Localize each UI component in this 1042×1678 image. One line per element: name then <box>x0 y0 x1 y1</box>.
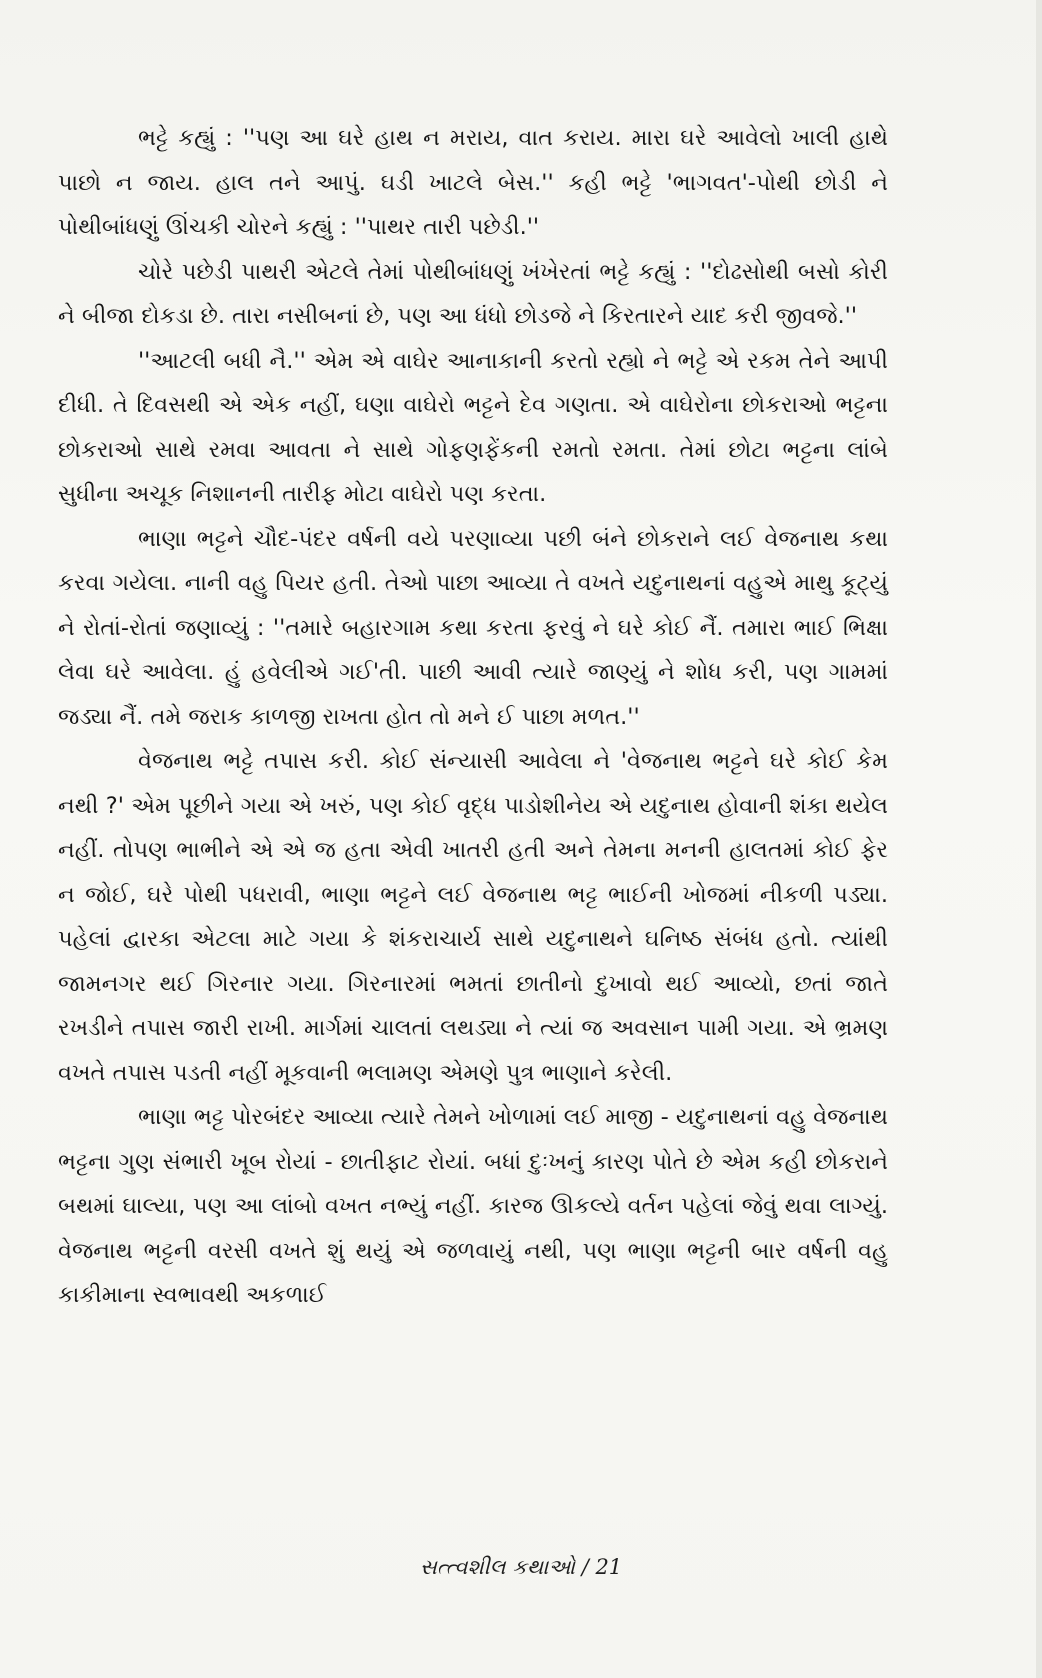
paragraph-4: ભાણા ભટ્ટને ચૌદ-પંદર વર્ષની વયે પરણાવ્યા પછી બંને છોકરાને લઈ વેજનાથ કથા કરવા ગયેલા. નાની વહુ પિયર હતી. તેઓ પાછા આવ્યા તે વખતે યદુનાથનાં વહુએ માથુ કૂટ્યું ને રોતાં-રોતાં જણાવ્યું : ''તમારે બહારગામ કથા કરતા ફરવું ને ઘરે કોઈ નૈં. તમારા ભાઈ ભિક્ષા લેવા ઘરે આવેલા. હું હવેલીએ ગઈ'તી. પાછી આવી ત્યારે જાણ્યું ને શોધ કરી, પણ ગામમાં જડ્યા નૈં. તમે જરાક કાળજી રાખતા હોત તો મને ઈ પાછા મળત.'' <box>58 525 888 730</box>
paragraph-2: ચોરે પછેડી પાથરી એટલે તેમાં પોથીબાંધણું ખંખેરતાં ભટ્ટે કહ્યું : ''દોઢસોથી બસો કોરી ને બીજા દોકડા છે. તારા નસીબનાં છે, પણ આ ધંધો છોડજે ને કિરતારને યાદ કરી જીવજે.'' <box>58 258 888 329</box>
page-footer: સત્ત્વશીલ કથાઓ / 21 <box>419 1555 623 1579</box>
scan-edge <box>1036 0 1042 1678</box>
body-text <box>58 116 888 1318</box>
paragraph-5: વેજનાથ ભટ્ટે તપાસ કરી. કોઈ સંન્યાસી આવેલા ને 'વેજનાથ ભટ્ટને ઘરે કોઈ કેમ નથી ?' એમ પૂછીને ગયા એ ખરું, પણ કોઈ વૃદ્ધ પાડોશીનેય એ યદુનાથ હોવાની શંકા થયેલ નહીં. તોપણ ભાભીને એ એ જ હતા એવી ખાતરી હતી અને તેમના મનની હાલતમાં કોઈ ફેર ન જોઈ, ઘરે પોથી પધરાવી, ભાણા ભટ્ટને લઈ વેજનાથ ભટ્ટ ભાઈની ખોજમાં નીકળી પડ્યા. પહેલાં દ્વારકા એટલા માટે ગયા કે શંકરાચાર્ય સાથે યદુનાથને ઘનિષ્ઠ સંબંધ હતો. ત્યાંથી જામનગર થઈ ગિરનાર ગયા. ગિરનારમાં ભમતાં છાતીનો દુખાવો થઈ આવ્યો, છતાં જાતે રખડીને તપાસ જારી રાખી. માર્ગમાં ચાલતાં લથડ્યા ને ત્યાં જ અવસાન પામી ગયા. એ ભ્રમણ વખતે તપાસ પડતી નહીં મૂકવાની ભલામણ એમણે પુત્ર ભાણાને કરેલી. <box>58 748 888 1086</box>
paragraph-6: ભાણા ભટ્ટ પોરબંદર આવ્યા ત્યારે તેમને ખોળામાં લઈ માજી - યદુનાથનાં વહુ વેજનાથ ભટ્ટના ગુણ સંભારી ખૂબ રોયાં - છાતીફાટ રોયાં. બધાં દુઃખનું કારણ પોતે છે એમ કહી છોકરાને બથમાં ઘાલ્યા, પણ આ લાંબો વખત નભ્યું નહીં. કારજ ઊકલ્યે વર્તન પહેલાં જેવું થવા લાગ્યું. વેજનાથ ભટ્ટની વરસી વખતે શું થયું એ જળવાયું નથી, પણ ભાણા ભટ્ટની બાર વર્ષની વહુ કાકીમાના સ્વભાવથી અકળાઈ <box>58 1104 888 1308</box>
paragraph-1: ભટ્ટે કહ્યું : ''પણ આ ઘરે હાથ ન મરાય, વાત કરાય. મારા ઘરે આવેલો ખાલી હાથે પાછો ન જાય. હાલ તને આપું. ઘડી ખાટલે બેસ.'' કહી ભટ્ટે 'ભાગવત'-પોથી છોડી ને પોથીબાંધણું ઊંચકી ચોરને કહ્યું : ''પાથર તારી પછેડી.'' <box>58 125 888 240</box>
paragraph-3: ''આટલી બધી નૈ.'' એમ એ વાઘેર આનાકાની કરતો રહ્યો ને ભટ્ટે એ રકમ તેને આપી દીધી. તે દિવસથી એ એક નહીં, ઘણા વાઘેરો ભટ્ટને દેવ ગણતા. એ વાઘેરોના છોકરાઓ ભટ્ટના છોકરાઓ સાથે રમવા આવતા ને સાથે ગોફણફેંકની રમતો રમતા. તેમાં છોટા ભટ્ટના લાંબે સુધીના અચૂક નિશાનની તારીફ મોટા વાઘેરો પણ કરતા. <box>58 347 888 507</box>
